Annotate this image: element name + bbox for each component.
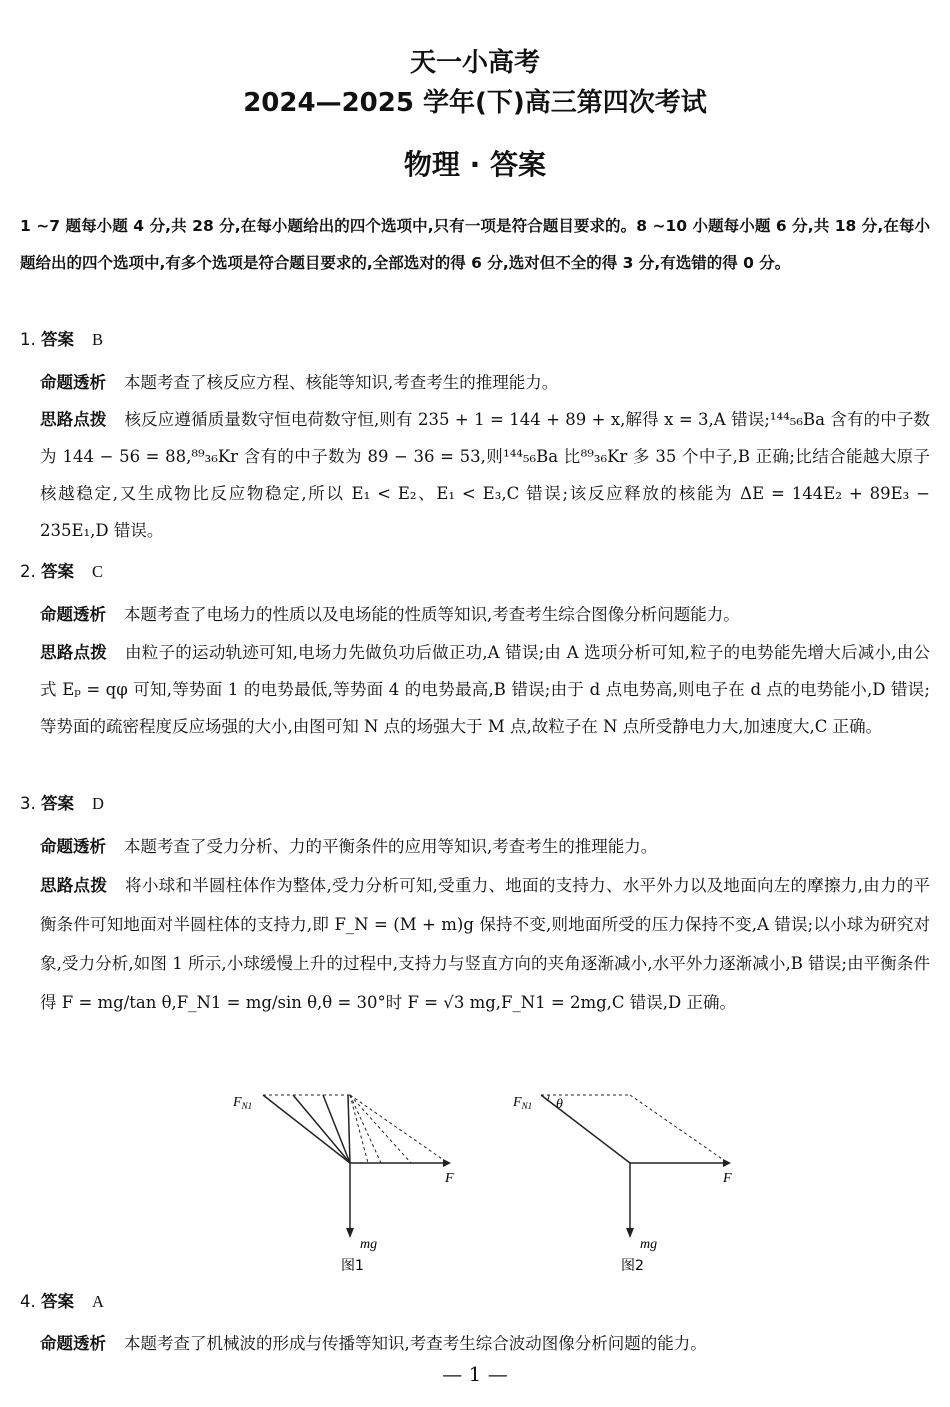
subject-title: 物理 · 答案: [403, 148, 547, 181]
exam-series-title: 天一小高考: [409, 48, 540, 78]
figure-1-caption: 图1: [341, 1258, 364, 1274]
question-3-insight: 命题透析 本题考查了受力分析、力的平衡条件的应用等知识,考查考生的推理能力。: [40, 837, 658, 856]
question-2-hint: 思路点拨 由粒子的运动轨迹可知,电场力先做负功后做正功,A 错误;由 A 选项分析可知,粒子的电势能先增大后减小,由公式 Eₚ = qφ 可知,等势面 1 的电势最低,等势面 4 的电势最高,B 错误;由于 d 点电势高,则电子在 d 点的电势能小,D 错误;等势面的疏密程度反应场强的大小,由图可知 N 点的场强大于 M 点,故粒子在 N 点所受静电力大,加速度大,C 正确。: [40, 643, 930, 736]
mg-label-2: mg: [640, 1237, 658, 1252]
question-3-hint: 思路点拨 将小球和半圆柱体作为整体,受力分析可知,受重力、地面的支持力、水平外力以及地面向左的摩擦力,由力的平衡条件可知地面对半圆柱体的支持力,即 F_N = (M + m)g 保持不变,则地面所受的压力保持不变,A 错误;以小球为研究对象,受力分析,如图 1 所示,小球缓慢上升的过程中,支持力与竖直方向的夹角逐渐减小,水平外力逐渐减小,B 错误;由平衡条件得 F = mg/tan θ,F_N1 = mg/sin θ,θ = 30°时 F = √3 mg,F_N1 = 2mg,C 错误,D 正确。: [40, 876, 931, 1012]
question-4-answer: 4. 答案 A: [20, 1292, 104, 1311]
force-diagrams: [233, 1088, 738, 1274]
figure-1: [233, 1095, 454, 1274]
question-4-insight: 命题透析 本题考查了机械波的形成与传播等知识,考查考生综合波动图像分析问题的能力。: [40, 1334, 707, 1353]
question-1-answer: 1. 答案 B: [20, 330, 104, 349]
question-3-answer: 3. 答案 D: [20, 794, 104, 813]
fn1-label: $F_{N1}$: [233, 1095, 253, 1111]
question-1-insight: 命题透析 本题考查了核反应方程、核能等知识,考查考生的推理能力。: [40, 373, 559, 392]
scoring-instructions: 1 ~7 题每小题 4 分,共 28 分,在每小题给出的四个选项中,只有一项是符合题目要求的。8 ~10 小题每小题 6 分,共 18 分,在每小题给出的四个选项中,有多个选项是符合题目要求的,全部选对的得 6 分,选对但不全的得 3 分,有选错的得 0 分。: [20, 217, 930, 272]
page-number: — 1 —: [442, 1362, 508, 1386]
question-2-answer: 2. 答案 C: [20, 562, 104, 581]
figure-2-caption: 图2: [621, 1258, 644, 1274]
figure-2: [512, 1095, 732, 1274]
fn1-label-2: $F_{N1}$: [513, 1095, 533, 1111]
exam-title: 2024—2025 学年(下)高三第四次考试: [243, 88, 707, 118]
f-label-2: F: [723, 1171, 732, 1186]
theta-label: θ: [556, 1097, 563, 1112]
f-label: F: [445, 1171, 454, 1186]
question-2-insight: 命题透析 本题考查了电场力的性质以及电场能的性质等知识,考查考生综合图像分析问题能力。: [40, 605, 740, 624]
mg-label: mg: [360, 1237, 378, 1252]
question-1-hint: 思路点拨 核反应遵循质量数守恒电荷数守恒,则有 235 + 1 = 144 + 89 + x,解得 x = 3,A 错误;¹⁴⁴₅₆Ba 含有的中子数为 144 − 56 = 88,⁸⁹₃₆Kr 含有的中子数为 89 − 36 = 53,则¹⁴⁴₅₆Ba 比⁸⁹₃₆Kr 多 35 个中子,B 正确;比结合能越大原子核越稳定,又生成物比反应物稳定,所以 E₁ < E₂、E₁ < E₃,C 错误;该反应释放的核能为 ΔE = 144E₂ + 89E₃ − 235E₁,D 错误。: [40, 410, 930, 540]
